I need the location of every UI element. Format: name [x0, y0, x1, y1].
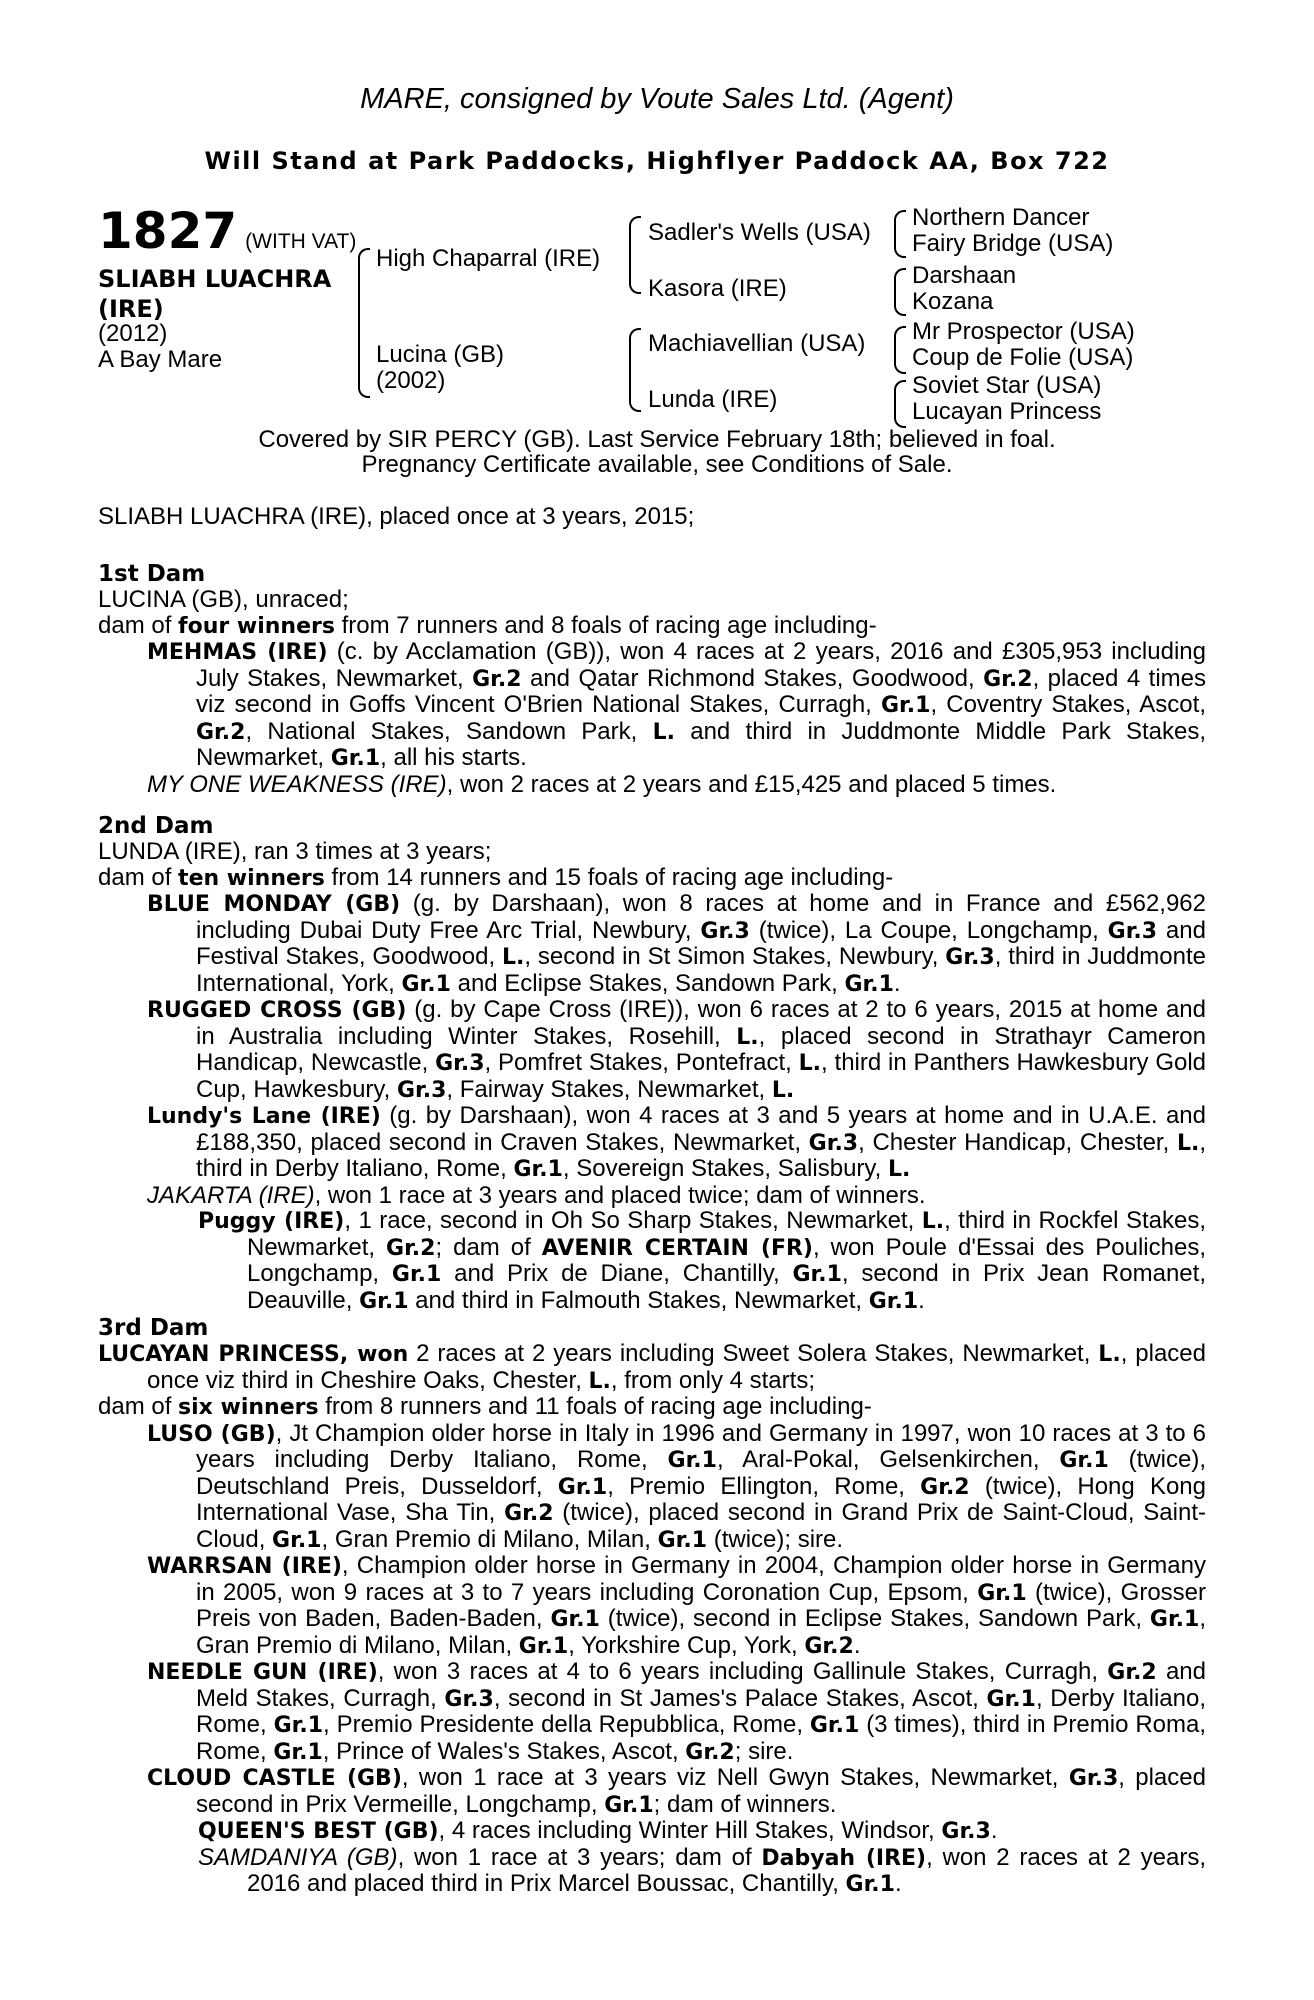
grade: L. [887, 1157, 911, 1182]
produce-entry-cloud-castle [147, 1765, 1206, 1818]
grade: Gr.3 [444, 1686, 494, 1712]
pedigree-ds-sire: Mr Prospector (USA) [912, 318, 1135, 345]
grade: L. [1098, 1342, 1121, 1367]
text: 2 races at 2 years including Sweet Solera Stakes, Newmarket, [408, 1340, 1099, 1367]
horse-name: SAMDANIYA (GB) [198, 1843, 398, 1871]
text: , won 3 races at 4 to 6 years including Gallinule Stakes, Curragh, [377, 1658, 1108, 1685]
grade: Gr.1 [391, 1262, 442, 1287]
grade: L. [771, 1077, 795, 1103]
text: dam of [98, 1393, 179, 1420]
text: , won 2 races at 2 years, 2016 and placed third in Prix Marcel Boussac, Chantilly, [247, 1843, 1206, 1897]
text: , placed second in Strathayr Cameron Handicap, Newcastle, [196, 1022, 1207, 1076]
pedigree-dam-dam: Lunda (IRE) [648, 386, 778, 413]
third-dam-line: LUCAYAN PRINCESS, won 2 races at 2 years including Sweet Solera Stakes, Newmarket, L., placed once viz third in Cheshire Oaks, Chester, L., from only 4 starts; [98, 1340, 1206, 1394]
second-dam-line: LUNDA (IRE), ran 3 times at 3 years; [98, 838, 492, 865]
pedigree-sire: High Chaparral (IRE) [376, 245, 601, 272]
text: and third in Falmouth Stakes, Newmarket, [408, 1286, 869, 1314]
text: , National Stakes, Sandown Park, [245, 717, 653, 745]
produce-entry-samdaniya [198, 1845, 1206, 1898]
pedigree-dd-dam: Lucayan Princess [912, 398, 1102, 425]
text: , won 1 race at 3 years; dam of [397, 1843, 762, 1871]
text: from 8 runners and 11 foals of racing age including- [318, 1393, 872, 1420]
grade: Gr.3 [700, 918, 750, 944]
text: (c. by Acclamation (GB)), won 4 races at 2 years, 2016 and £305,953 including July Stakes, Newmarket, [196, 638, 1206, 692]
grade: Gr.1 [1149, 1607, 1200, 1632]
text: , Gran Premio di Milano, Milan, [196, 1605, 1206, 1659]
pedigree-dam-year: (2002) [376, 367, 446, 394]
produce-entry-blue-monday [147, 891, 1206, 997]
text: , Premio Ellington, Rome, [607, 1472, 921, 1500]
text: ; dam of [435, 1233, 542, 1261]
text: (g. by Darshaan), won 8 races at home and in France and £562,962 including Dubai Duty Free Arc Trial, Newbury, [196, 890, 1207, 944]
horse-name: WARRSAN (IRE) [147, 1554, 342, 1579]
first-dam-produce-summary [98, 613, 1206, 640]
gs2-brace [894, 268, 906, 316]
produce-entry-jakarta [147, 1183, 1206, 1209]
produce-entry-queens-best [198, 1818, 1206, 1845]
winners-count: six winners [178, 1395, 319, 1420]
grade: L. [736, 1024, 759, 1050]
text: , third in Rockfel Stakes, Newmarket, [247, 1207, 1206, 1261]
produce-entry-puggy [198, 1208, 1206, 1314]
grade: L. [652, 719, 675, 745]
text: from 14 runners and 15 foals of racing age including- [324, 863, 894, 891]
horse-name: QUEEN'S BEST (GB) [198, 1819, 439, 1844]
second-dam-section [98, 814, 1206, 1314]
grade: L. [501, 945, 525, 970]
grade: Gr.3 [941, 1819, 991, 1844]
horse-name: Puggy (IRE) [198, 1209, 345, 1234]
sire-line-brace [629, 216, 641, 294]
text: , Chester Handicap, Chester, [858, 1128, 1177, 1156]
text: and Eclipse Stakes, Sandown Park, [450, 969, 845, 997]
grade: Gr.3 [435, 1051, 485, 1076]
text: , won 1 race at 3 years viz Nell Gwyn Stakes, Newmarket, [401, 1764, 1069, 1791]
grade: Gr.2 [386, 1235, 436, 1261]
grade: Gr.1 [330, 746, 381, 771]
horse-name: AVENIR CERTAIN (FR) [541, 1235, 813, 1261]
horse-name: MEHMAS (IRE) [147, 640, 328, 665]
text: , third in Panthers Hawkesbury Gold Cup, Hawkesbury, [196, 1049, 1207, 1103]
third-dam-heading: 3rd Dam [98, 1315, 209, 1341]
pedigree-sd-sire: Darshaan [912, 262, 1017, 289]
text: and Festival Stakes, Goodwood, [196, 916, 1206, 970]
text: , third in Juddmonte International, York, [196, 943, 1206, 997]
pedigree-ds-dam: Coup de Folie (USA) [912, 344, 1134, 371]
text: , all his starts. [380, 744, 527, 771]
grade: Gr.3 [945, 945, 995, 970]
grade: Gr.2 [920, 1474, 970, 1500]
third-dam-produce-summary [98, 1394, 1206, 1421]
covered-line: Covered by SIR PERCY (GB). Last Service February 18th; believed in foal. [258, 426, 1056, 453]
grade: Gr.3 [1068, 1766, 1119, 1791]
text: , second in Prix Jean Romanet, Deauville, [247, 1260, 1206, 1314]
horse-race-record: SLIABH LUACHRA (IRE), placed once at 3 years, 2015; [98, 503, 695, 530]
produce-entry-warrsan [147, 1553, 1206, 1659]
grade: Gr.1 [518, 1633, 569, 1659]
horse-name: Lundy's Lane (IRE) [147, 1104, 381, 1129]
text: ; sire. [734, 1737, 794, 1765]
grade: Gr.3 [396, 1077, 447, 1103]
grade: Gr.1 [657, 1527, 708, 1553]
winners-count: four winners [178, 613, 335, 639]
text: , Champion older horse in Germany in 2004, Champion older horse in Germany in 2005, won 9 races at 3 to 7 years including Coronation Cup, Epsom, [196, 1552, 1206, 1606]
gs4-brace [894, 380, 906, 428]
text: , Jt Champion older horse in Italy in 1996 and Germany in 1997, won 10 races at 3 to 6 years including Derby Italiano, Rome, [196, 1419, 1206, 1473]
text: from 7 runners and 8 foals of racing age including- [334, 611, 877, 639]
grade: L. [798, 1051, 822, 1076]
text: , won 2 races at 2 years and £15,425 and placed 5 times. [446, 770, 1057, 798]
grade: Gr.1 [273, 1739, 323, 1765]
text: . [853, 1631, 861, 1659]
text: , won 1 race at 3 years and placed twice; dam of winners. [314, 1181, 926, 1209]
grade: Gr.1 [881, 693, 931, 718]
text: and Qatar Richmond Stakes, Goodwood, [521, 664, 984, 692]
text: . [894, 1870, 902, 1897]
pedigree-dam-sire: Machiavellian (USA) [648, 330, 866, 357]
grade: Gr.1 [845, 1872, 895, 1897]
text: (twice), Deutschland Preis, Dusseldorf, [196, 1446, 1207, 1500]
text: (twice), Hong Kong International Vase, Sha Tin, [196, 1472, 1206, 1526]
horse-name: BLUE MONDAY (GB) [147, 892, 401, 917]
grade: Gr.1 [1059, 1448, 1109, 1473]
grade: Gr.1 [273, 1713, 324, 1738]
first-dam-section [98, 562, 1206, 797]
gs3-brace [894, 326, 906, 374]
produce-entry-rugged-cross [147, 997, 1206, 1103]
text: and Prix de Diane, Chantilly, [441, 1260, 793, 1287]
won-label: won [357, 1342, 409, 1367]
grade: Gr.3 [1107, 918, 1158, 944]
text: and third in Juddmonte Middle Park Stakes, Newmarket, [196, 717, 1206, 771]
text: , Derby Italiano, Rome, [196, 1684, 1206, 1738]
text: , Sovereign Stakes, Salisbury, [562, 1155, 888, 1182]
stand-location: Will Stand at Park Paddocks, Highflyer Paddock AA, Box 722 [204, 147, 1110, 175]
text: , Fairway Stakes, Newmarket, [446, 1075, 772, 1103]
produce-entry-my-one-weakness [147, 772, 1206, 798]
grade: Gr.2 [504, 1501, 554, 1526]
third-dam-section [98, 1316, 1206, 1898]
pedigree-sire-dam: Kasora (IRE) [648, 275, 787, 302]
text: , placed once viz third in Cheshire Oaks, Chester, [147, 1340, 1206, 1394]
grade: Gr.1 [557, 1474, 608, 1500]
text: , 1 race, second in Oh So Sharp Stakes, Newmarket, [344, 1207, 922, 1234]
grade: Gr.1 [977, 1580, 1027, 1606]
text: , Premio Presidente della Repubblica, Rome, [323, 1711, 810, 1738]
lot-number: 1827 [98, 202, 238, 260]
text: (g. by Cape Cross (IRE)), won 6 races at 2 to 6 years, 2015 at home and in Australia including Winter Stakes, Rosehill, [196, 996, 1206, 1050]
produce-entry-luso [147, 1421, 1206, 1554]
grade: Gr.1 [272, 1527, 322, 1553]
grade: L. [1176, 1130, 1200, 1156]
grade: L. [588, 1368, 611, 1394]
horse-name: LUSO (GB) [147, 1421, 276, 1447]
grade: Gr.1 [844, 971, 894, 997]
horse-name: JAKARTA (IRE) [147, 1181, 315, 1209]
pregnancy-line: Pregnancy Certificate available, see Conditions of Sale. [361, 451, 953, 478]
pedigree-dam: Lucina (GB) [376, 341, 505, 368]
pedigree-sire-sire: Sadler's Wells (USA) [648, 219, 871, 246]
text: , placed 4 times viz second in Goffs Vincent O'Brien National Stakes, Curragh, [196, 664, 1206, 718]
text: dam of [98, 863, 179, 891]
text: (twice); sire. [707, 1525, 844, 1553]
text: ; dam of winners. [653, 1790, 837, 1818]
text: (3 times), third in Premio Roma, Rome, [196, 1711, 1207, 1765]
text: (twice), second in Eclipse Stakes, Sandown Park, [599, 1605, 1150, 1632]
text: (twice), Grosser Preis von Baden, Baden-Baden, [196, 1578, 1207, 1632]
text: , Yorkshire Cup, York, [568, 1631, 805, 1659]
pedigree-ss-dam: Fairy Bridge (USA) [912, 230, 1114, 257]
dam-line-brace [629, 328, 641, 412]
horse-description: A Bay Mare [98, 346, 223, 373]
second-dam-produce-summary [98, 865, 1206, 892]
text: , Coventry Stakes, Ascot, [930, 691, 1206, 718]
text: . [918, 1286, 925, 1314]
first-dam-line: LUCINA (GB), unraced; [98, 586, 349, 613]
text: , 4 races including Winter Hill Stakes, Windsor, [438, 1817, 942, 1844]
text: , second in St James's Palace Stakes, Ascot, [493, 1684, 987, 1712]
text: , won Poule d'Essai des Pouliches, Longchamp, [247, 1233, 1206, 1287]
text: , placed second in Prix Vermeille, Longchamp, [196, 1764, 1206, 1818]
text: , Gran Premio di Milano, Milan, [321, 1525, 658, 1553]
horse-year: (2012) [98, 320, 168, 347]
grade: Gr.1 [604, 1792, 654, 1818]
grade: Gr.1 [809, 1713, 860, 1738]
horse-name: LUCAYAN PRINCESS [98, 1342, 340, 1367]
grade: Gr.2 [983, 666, 1033, 692]
grade: Gr.2 [472, 666, 522, 692]
horse-name: MY ONE WEAKNESS (IRE) [147, 770, 447, 798]
horse-name: NEEDLE GUN (IRE) [147, 1660, 378, 1685]
text: , Prince of Wales's Stakes, Ascot, [322, 1737, 686, 1765]
text: (twice), La Coupe, Longchamp, [749, 916, 1108, 944]
grade: Gr.1 [359, 1288, 409, 1314]
grade: Gr.2 [804, 1633, 854, 1659]
horse-name-line2: (IRE) [98, 295, 164, 323]
winners-count: ten winners [178, 865, 325, 891]
produce-entry-lundys-lane [147, 1103, 1206, 1183]
text: , Pomfret Stakes, Pontefract, [484, 1049, 799, 1076]
grade: Gr.3 [808, 1130, 859, 1156]
horse-name [98, 264, 368, 324]
vat-label: (WITH VAT) [245, 230, 357, 253]
grade: Gr.1 [792, 1262, 842, 1287]
pedigree-dd-sire: Soviet Star (USA) [912, 372, 1102, 399]
grade: Gr.1 [667, 1448, 717, 1473]
grade: Gr.1 [868, 1288, 919, 1314]
grade: Gr.1 [550, 1607, 600, 1632]
horse-name-line1: SLIABH LUACHRA [98, 265, 332, 293]
text: , third in Derby Italiano, Rome, [196, 1128, 1206, 1182]
consignor-line: MARE, consigned by Voute Sales Ltd. (Agent) [360, 83, 954, 115]
gs1-brace [894, 210, 906, 258]
text: , second in St Simon Stakes, Newbury, [524, 943, 946, 970]
pedigree-sd-dam: Kozana [912, 288, 994, 315]
text: , Aral-Pokal, Gelsenkirchen, [716, 1446, 1060, 1473]
grade: Gr.1 [986, 1686, 1036, 1712]
grade: Gr.2 [685, 1739, 735, 1765]
horse-name: RUGGED CROSS (GB) [147, 998, 407, 1023]
text: . [893, 969, 901, 997]
text: (g. by Darshaan), won 4 races at 3 and 5 years at home and in U.A.E. and £188,350, placed second in Craven Stakes, Newmarket, [196, 1102, 1206, 1156]
text: (twice), placed second in Grand Prix de Saint-Cloud, Saint-Cloud, [196, 1499, 1206, 1553]
produce-entry-mehmas [147, 639, 1206, 772]
horse-name: CLOUD CASTLE (GB) [147, 1766, 402, 1791]
text: dam of [98, 611, 179, 639]
grade: Gr.2 [1107, 1660, 1157, 1685]
text: . [990, 1817, 998, 1844]
grade: Gr.1 [401, 971, 451, 997]
text: and Meld Stakes, Curragh, [196, 1658, 1206, 1712]
pedigree-main-brace [358, 248, 370, 398]
second-dam-heading: 2nd Dam [98, 813, 214, 839]
first-dam-heading: 1st Dam [98, 561, 206, 587]
lot-header [98, 203, 356, 259]
pedigree-ss-sire: Northern Dancer [912, 204, 1090, 231]
produce-entry-needle-gun [147, 1659, 1206, 1765]
grade: L. [921, 1209, 945, 1234]
text: , from only 4 starts; [610, 1366, 815, 1394]
horse-name: Dabyah (IRE) [761, 1845, 927, 1871]
grade: Gr.1 [513, 1157, 563, 1182]
grade: Gr.2 [196, 719, 246, 745]
